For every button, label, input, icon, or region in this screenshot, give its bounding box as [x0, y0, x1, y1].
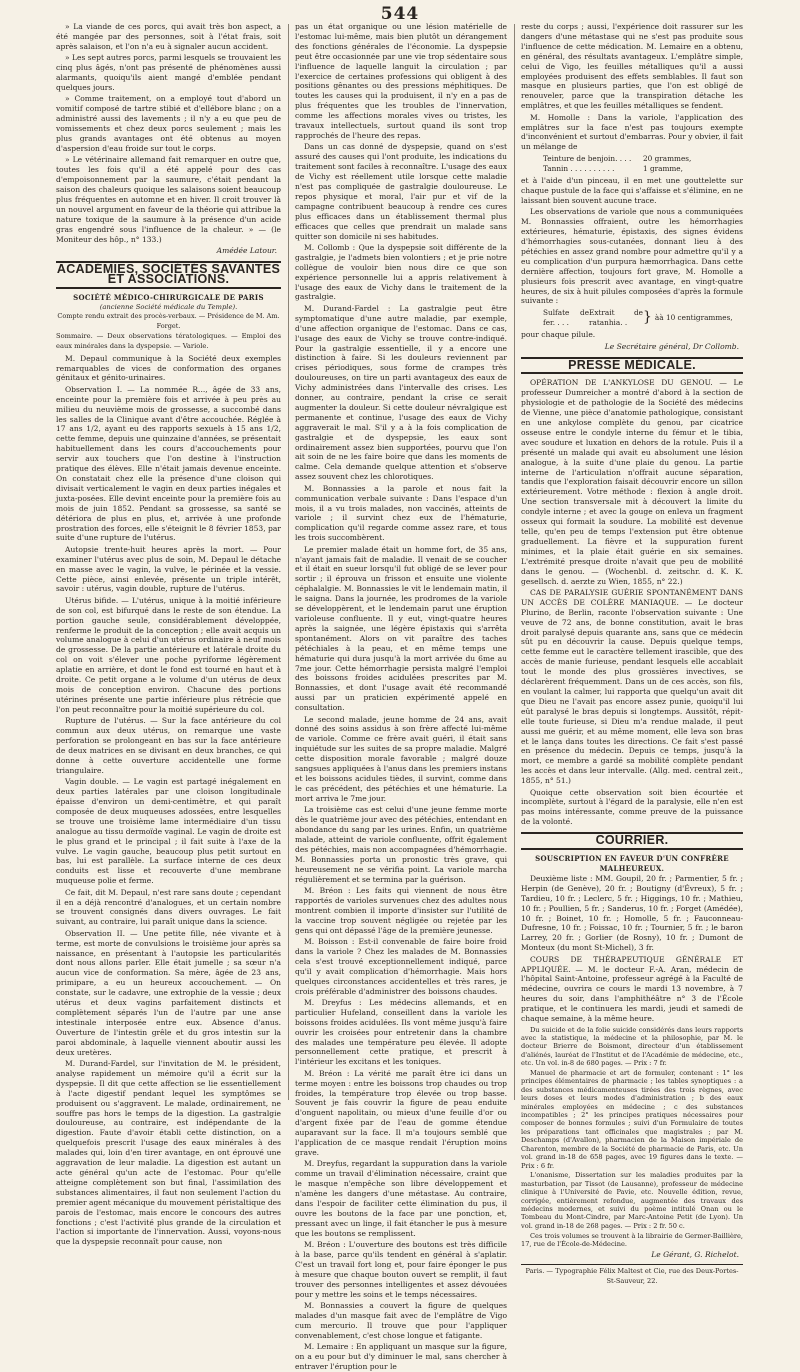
society-note: Compte rendu extrait des procès-verbaux. — Présidence de M. Am. Forget. [57, 312, 280, 331]
paragraph: M. Lemaire : En appliquant un masque sur la figure, on a eu pour but d'y diminuer le mal, sans chercher à entraver l'éruption pour le [295, 1342, 507, 1372]
paragraph: » La viande de ces porcs, qui avait très bon aspect, a été mangée par des personnes, soit à l'état frais, soit après salaison, et l'on n'a eu à signaler aucun accident. [56, 22, 281, 51]
signature: Amédée Latour. [216, 245, 277, 255]
paragraph: et à l'aide d'un pinceau, il en met une gouttelette sur chaque pustule de la face qui s'affaisse et s'élimine, en ne laissant bien souvent aucune trace. [521, 176, 743, 205]
paragraph: Deuxième liste : MM. Goupil, 20 fr. ; Parmentier, 5 fr. ; Herpin (de Genève), 20 fr. ; Boutigny (d'Évreux), 5 fr. ; Tardieu, 10 fr. ; Leclerc, 5 fr. ; Higgings, 10 fr. ; Mathieu, 10 fr. ; Poullien, 5 fr. ; Sanderus, 10 fr. ; Forget (Amédée), 10 fr. ; Boinet, 10 fr. ; Homolle, 5 fr. ; Fauconneau-Dufresne, 10 fr. ; Foissac, 10 fr. ; Tournier, 5 fr. ; le baron Larrey, 20 fr. ; Gorlier (de Rosny), 10 fr. ; Dumont de Monteux (du mont St-Michel), 3 fr. [521, 873, 743, 953]
paragraph: M. Dreyfus : Les médecins allemands, et en particulier Hufeland, conseillent dans la variole les boissons froides acidulées. Ils vont même jusqu'à faire ouvrir les croisées pour entretenir dans la chambre des malades une température peu élevée. Il adopte personnellement cette pratique, et prescrit à l'intérieur les excitans et les toniques. [295, 997, 507, 1067]
column-left [56, 22, 281, 1247]
paragraph: Le second malade, jeune homme de 24 ans, avait donné des soins assidus à son frère affecté lui-même de variole. Comme ce frère avait guéri, il était sans inquiétude sur les suites de sa propre maladie. Malgré cette disposition morale favorable ; malgré douze sangsues appliquées à l'anus dans les premiers instans et les boissons acidules tièdes, il survint, comme dans le cas précédent, des pétéchies et une hématurie. La mort arriva le 7me jour. [295, 714, 507, 803]
paragraph: » Le vétérinaire allemand fait remarquer en outre que, toutes les fois qu'il a été appelé pour des cas d'empoisonnement par la saumure, c'était pendant la saison des chaleurs quoique les salaisons soient beaucoup plus fréquentes en automne et en hiver. Il croit trouver là un nouvel argument en faveur de la théorie qui attribue la nature toxique de la saumure à la présence d'un acide gras engendré sous l'influence de la chaleur. » — (le Moniteur des hôp., n° 133.) [56, 155, 281, 244]
recipe-1 [543, 154, 743, 174]
recipe-2 [543, 308, 743, 328]
paragraph: Quoique cette observation soit bien écourtée et incomplète, surtout à l'égard de la paralysie, elle n'en est pas moins intéressante, comme preuve de la puissance de la volonté. [521, 787, 743, 827]
paragraph: » Les sept autres porcs, parmi lesquels se trouvaient les cinq plus âgés, n'ont pas présenté de phénomènes aussi alarmants, quoiqu'ils aient mangé d'emblée pendant quelques jours. [56, 53, 281, 92]
recipe-ingredient: Teinture de benjoin. . . . [543, 154, 632, 164]
printer-line: Paris. — Typographie Félix Maltest et Cie, rue des Deux-Portes-St-Sauveur, 22. [521, 1264, 743, 1287]
book-notice: L'onanisme, Dissertation sur les maladies produites par la masturbation, par Tissot (de Lausanne), professeur de médecine clinique à l'Université de Pavie, etc. Nouvelle édition, revue, corrigée, entièrement refondue, augmentée des travaux des médecins modernes, et suivi du poème intitulé Onan ou le Tombeau du Mont-Cindre, par Marc-Antoine Petit (de Lyon). Un vol. grand in-18 de 268 pages. — Prix : 2 fr. 50 c. [521, 1171, 743, 1230]
paragraph: M. Bonnassies a couvert la figure de quelques malades d'un masque fait avec de l'emplâtre de Vigo cum mercurio. Il trouve que pour l'appliquer convenablement, c'est chose longue et fatigante. [295, 1301, 507, 1340]
society-subtitle: (ancienne Société médicale du Temple). [99, 302, 238, 311]
section-title: PRESSE MÉDICALE. [521, 357, 743, 375]
paragraph: M. Durand-Fardel, sur l'invitation de M. le président, analyse rapidement un mémoire qu'il a écrit sur la dyspepsie. Il dit que cette affection se lie essentiellement à l'acte digestif pendant lequel les symptômes se produisent ou s'aggravent. Le malade, ordinairement, ne souffre pas hors le temps de la digestion. La gastralgie douloureuse, au contraire, est indépendante de la digestion. Faute d'avoir établi cette distinction, on a quelquefois prescrit l'usage des eaux minérales à des malades qui, loin d'en tirer avantage, en ont éprouvé une aggravation de leur maladie. La digestion est autant un acte général qu'un acte de l'estomac. Pour qu'elle atteigne complètement son but final, l'assimilation des substances alimentaires, il faut non seulement l'action du premier agent mécanique du mouvement péristaltique des parois de l'estomac, mais encore le concours des autres fonctions ; c'est l'activité plus grande de la circulation et l'action si importante de l'innervation. Aussi, voyons-nous que la dyspepsie reconnaît pour cause, non [56, 1059, 281, 1247]
paragraph: Le premier malade était un homme fort, de 35 ans, n'ayant jamais fait de maladie. Il venait de se coucher et il était en sueur lorsqu'il fut obligé de se lever pour sortir ; il éprouva un frisson et ensuite une violente céphalalgie. M. Bonnassies le vit le lendemain matin, il le saigna. Dans la journée, les prodromes de la variole se développèrent, et le lendemain parut une éruption varioleuse confluente. Il y eut, vingt-quatre heures après la saignée, une légère épistaxis qui s'arrêta spontanément. Alors on vit paraître des taches pétéchiales à la peau, et en même temps une hématurie qui dura jusqu'à la mort arrivée du 6me au 7me jour. Cette hémorrhagie persista malgré l'emploi des boissons froides acidulées prescrites par M. Bonnassies, et dont l'usage avait été recommandé aussi par un praticien expérimenté appelé en consultation. [295, 544, 507, 713]
paragraph: La troisième cas est celui d'une jeune femme morte dès le quatrième jour avec des pétéchies, entendant en abondance du sang par les urines. Enfin, un quatrième malade, atteint de variole confluente, offrit également des pétéchies, mais non accompagnées d'hémorrhagie. M. Bonnassies porta un pronostic très grave, qui heureusement ne se vérifia point. La variole marcha régulièrement et se termina par la guérison. [295, 805, 507, 884]
book-notice: Du suicide et de la folie suicide considérés dans leurs rapports avec la statistique, la médecine et la philosophie, par M. le docteur Brierre de Boismont, directeur d'un établissement d'aliénés, lauréat de l'Institut et de l'Académie de médecine, etc., etc. Un vol. in-8 de 680 pages. — Prix : 7 fr. [521, 1025, 743, 1068]
summary: Sommaire. — Deux observations tératologiques. — Emploi des eaux minérales dans la dyspepsie. — Variole. [56, 332, 281, 351]
paragraph: COURS DE THÉRAPEUTIQUE GÉNÉRALE ET APPLIQUÉE. — M. le docteur F.-A. Aran, médecin de l'hôpital Saint-Antoine, professeur agrégé à la Faculté de médecine, ouvrira ce cours le mardi 13 novembre, à 7 heures du soir, dans l'amphithéâtre n° 3 de l'École pratique, et le continuera les mardi, jeudi et samedi de chaque semaine, à la même heure. [521, 954, 743, 1024]
paragraph: Utérus bifide. — L'utérus, unique à la moitié inférieure de son col, est bifurqué dans le reste de son étendue. La portion gauche seule, considérablement développée, renferme le produit de la conception ; elle avait acquis un volume analogue à celui d'un utérus ordinaire à neuf mois de grossesse. De la partie antérieure et latérale droite du col on voit s'élever une poche pyriforme légèrement aplatie en arrière, et dont le fond est tourné en haut et à droite. Ce petit organe a le volume d'un utérus de deux mois de conception environ. Chacune des portions utérines présente une partie inférieure plus rétrécie que l'on peut reconnaître pour la moitié supérieure du col. [56, 595, 281, 714]
paragraph: M. Depaul communique à la Société deux exemples remarquables de vices de conformation des organes génitaux et génito-urinaires. [56, 353, 281, 383]
paragraph: Autopsie trente-huit heures après la mort. — Pour examiner l'utérus avec plus de soin, M. Depaul le détache en masse avec le vagin, la vulve, le périnée et la vessie. Cette pièce, ainsi enlevée, présente un triple intérêt, savoir : utérus, vagin double, rupture de l'utérus. [56, 544, 281, 594]
paragraph: pour chaque pilule. [521, 330, 596, 340]
section-title: COURRIER. [521, 832, 743, 850]
book-notice: Manuel de pharmacie et art de formuler, contenant : 1° les principes élémentaires de pharmacie ; les tables synoptiques : a des substances médicamenteuses tirées des trois règnes, avec leurs doses et leurs modes d'administration ; b des eaux minérales employées en médecine ; c des substances incompatibles ; 2° les principes pratiques nécessaires pour composer de bonnes formules ; suivi d'un Formulaire de toutes les préparations tant officinales que magistrales ; par M. Deschamps (d'Avallon), pharmacien de la Maison impériale de Charenton, membre de la Société de pharmacie de Paris, etc. Un vol. grand in-18 de 658 pages, avec 19 figures dans le texte. — Prix : 6 fr. [521, 1069, 743, 1170]
column-rule [288, 24, 289, 1100]
paragraph: CAS DE PARALYSIE GUÉRIE SPONTANÉMENT DANS UN ACCÈS DE COLÈRE MANIAQUE. — Le docteur Plurino, de Berlin, raconte l'observation suivante : Une veuve de 72 ans, de bonne constitution, avait le bras droit paralysé depuis quarante ans, sans que ce médecin sût pu en découvrir la cause. Depuis quelque temps, cette femme eut le caractère tellement irascible, que des accès de manie furieuse, pendant lesquels elle accablait tout le monde des plus grossières invectives, se déclarèrent fréquemment. Dans un de ces accès, son fils, en voulant la calmer, lui rapporta que quelqu'un avait dit que Dieu ne l'avait pas encore assez punie, quoiqu'il lui eût paralysé le bras depuis si longtemps. Aussitôt, répit-elle toute furieuse, si Dieu m'a rendue malade, il peut aussi me guérir, et au même moment, elle leva son bras et le lança dans toutes les directions. Ce fait s'est passé en présence du médecin. Depuis ce temps, jusqu'à la mort, ce membre a gardé sa mobilité complète pendant les accès et dans leur intervalle. (Allg. med. central zeit., 1855, n° 51.) [521, 587, 743, 786]
paragraph: Vagin double. — Le vagin est partagé inégalement en deux parties latérales par une cloison longitudinale épaisse d'environ un demi-centimètre, et qui paraît composée de deux muqueuses adossées, entre lesquelles se trouve une troisième lame intermédiaire d'un tissu analogue au tissu dermoïde vaginal. Le vagin de droite est le plus grand et le principal ; il fait suite à l'axe de la vulve. Le vagin gauche, beaucoup plus petit surtout en bas, lui est parallèle. La surface interne de ces deux conduits est lisse et recouverte d'une membrane muqueuse polie et ferme. [56, 777, 281, 886]
paragraph: M. Boisson : Est-il convenable de faire boire froid dans la variole ? Chez les malades de M. Bonnassies cela s'est trouvé exceptionnellement indiqué, parce qu'il y avait complication d'hémorrhagie. Mais hors quelques circonstances accidentelles et très rares, je crois préférable d'administrer des boissons chaudes. [295, 936, 507, 996]
section-title: ACADÉMIES, SOCIÉTÉS SAVANTES ET ASSOCIATIONS. [56, 261, 281, 289]
gerant-signature: Le Gérant, G. Richelot. [651, 1250, 739, 1260]
recipe-ingredient: Tannin . . . . . . . . . . [543, 164, 615, 174]
paragraph: Observation II. — Une petite fille, née vivante et à terme, est morte de convulsions le troisième jour après sa naissance, en présentant à l'autopsie les particularités dont nous allons parler. Elle était jumelle ; sa sœur n'a aucun vice de conformation. Sa mère, âgée de 23 ans, primipare, a eu un heureux accouchement. — On constate, sur le cadavre, une extrophie de la vessie ; deux utérus et deux vagins parfaitement distincts et complètement séparés l'un de l'autre par une anse intestinale interposée entre eux. Absence d'anus. Ouverture de l'intestin grêle et du gros intestin sur la paroi abdominale, à laquelle viennent aboutir aussi les deux uretères. [56, 928, 281, 1057]
recipe-ingredient: Sulfate de fer. . . . [543, 308, 590, 328]
paragraph: » Comme traitement, on a employé tout d'abord un vomitif composé de tartre stibié et d'ellébore blanc ; on a administré aussi des lavements ; il n'y a eu que peu de vomissements et chez deux porcs seulement ; mais les plus grands avantages ont été obtenus au moyen d'aspersion d'eau froide sur tout le corps. [56, 94, 281, 153]
paragraph: Observation I. — La nommée R..., âgée de 33 ans, enceinte pour la première fois et arrivée à peu près au milieu du neuvième mois de grossesse, a succombé dans les salles de la Clinique avant d'être accouchée. Réglée à 17 ans 1/2, ayant eu des rapports sexuels à 15 ans 1/2, cette femme, depuis une quinzaine d'années, se présentait habituellement dans les cours d'accouchements pour servir aux touchers que l'on destine à l'instruction pratique des élèves. Elle n'était jamais devenue enceinte. On constatait chez elle la présence d'une cloison qui divisait verticalement le vagin en deux parties inégales et juxta-posées. Elle devint enceinte pour la première fois au mois de juin 1852. Pendant sa grossesse, sa santé se détériora de plus en plus, et, arrivée à une profonde prostration des forces, elle s'éteignit le 8 février 1853, par suite d'une rupture de l'utérus. [56, 384, 281, 543]
paragraph: OPÉRATION DE L'ANKYLOSE DU GENOU. — Le professeur Dumreicher a montré d'abord à la section de physiologie et de pathologie de la Société des médecins de Vienne, une pièce d'anatomie pathologique, consistant en une ankylose complète du genou, par cicatrice osseuse entre le condyle interne du fémur et le tibia, avec soudure et luxation en dehors de la rotule. Puis il a présenté un malade qui avait eu absolument une lésion analogue, à la suite d'une plaie du genou. La partie interne de l'articulation n'offrait aucune séparation, tandis que l'exploration faisait découvrir encore un sillon extérieurement. Votre méthode : flexion à angle droit. Une section transversale mit à découvert la limite du condyle interne ; et avec la gouge on enleva un fragment osseux qui formait la soudure. La mobilité est devenue telle, qu'en peu de temps l'extension put être obtenue graduellement. La fièvre et la suppuration furent minimes, et la plaie était guérie en six semaines. L'extrémité presque droite n'avait que peu de mobilité dans le genou. — (Wochenbl. d. zeitschr. d. K. K. gesellsch. d. aerzte zu Wien, 1855, n° 22.) [521, 378, 743, 586]
page-number: 544 [380, 4, 420, 24]
paragraph: Les observations de variole que nous a communiquées M. Bonnassies offraient, outre les hémorrhagies extérieures, hématurie, épistaxis, des signes évidens d'hémorrhagies sous-cutanées, donnant lieu à des pétéchies en assez grand nombre pour admettre qu'il y a eu complication d'un purpura hæmorrhagica. Dans cette dernière affection, toujours fort grave, M. Homolle a plusieurs fois prescrit avec avantage, en vingt-quatre heures, de six à huit pilules composées d'après la formule suivante : [521, 207, 743, 306]
society-title: SOCIÉTÉ MÉDICO-CHIRURGICALE DE PARIS [73, 292, 264, 302]
paragraph: pas un état organique ou une lésion matérielle de l'estomac lui-même, mais bien plutôt un dérangement des fonctions générales de l'économie. La dyspepsie peut être occasionnée par une vie trop sédentaire sous l'influence de laquelle languit la circulation ; par l'exercice de certaines professions qui obligent à des positions gênantes ou des pressions méphitiques. De toutes les causes qui la produisent, il n'y en a pas de plus fréquentes que les troubles de l'innervation, comme les affections morales vives ou tristes, les travaux intellectuels, surtout quand ils sont trop rapprochés de l'heure des repas. [295, 22, 507, 140]
recipe-ingredient: Extrait de ratanhia. . [589, 308, 643, 328]
column-middle [295, 22, 507, 1372]
paragraph: M. Bréon : La vérité me paraît être ici dans un terme moyen : entre les boissons trop chaudes ou trop froides, la température trop élevée ou trop basse. Souvent je fais couvrir la figure de peau enduite d'onguent napolitain, ou mieux d'une feuille d'or ou d'argent fixée par de l'eau de gomme étendue auparavant sur la face. Il m'a toujours semblé que l'application de ce masque rendait l'éruption moins grave. [295, 1068, 507, 1157]
paragraph: M. Bonnassies a la parole et nous fait la communication verbale suivante : Dans l'espace d'un mois, il a vu trois malades, non vaccinés, atteints de variole ; il survint chez eux de l'hématurie, complication qu'il regarde comme assez rare, et tous les trois succombèrent. [295, 483, 507, 543]
recipe-dose: 20 grammes, [643, 154, 692, 164]
column-right [521, 22, 743, 1285]
brace-glyph: } [643, 309, 652, 326]
paragraph: M. Bréon : Les faits qui viennent de nous être rapportés de varioles survenues chez des adultes nous montrent combien il importe d'insister sur l'utilité de la vaccine trop souvent négligée ou rejetée par les gens qui ont dépassé l'âge de la première jeunesse. [295, 885, 507, 935]
paragraph: reste du corps ; aussi, l'expérience doit rassurer sur les dangers d'une métastase qui ne s'est pas produite sous l'influence de cette médication. M. Lemaire en a obtenu, en général, des résultats avantageux. L'emplâtre simple, celui de Vigo, les feuilles métalliques qu'il a aussi employées produisent des effets semblables. Il faut son masque en plusieurs parties, que l'on est obligé de renouveler, parce que la transpiration détache les emplâtres, et que les feuilles métalliques se fendent. [521, 22, 743, 111]
recipe-dose: 1 gramme, [643, 164, 683, 174]
book-notice: Ces trois volumes se trouvent à la librairie de Germer-Baillière, 17, rue de l'École-de-Médecine. [521, 1231, 743, 1249]
paragraph: M. Durand-Fardel : La gastralgie peut être symptomatique d'une autre maladie, par exemple, d'une affection organique de l'estomac. Dans ce cas, l'usage des eaux de Vichy se trouve contre-indiqué. Pour la gastralgie essentielle, il y a encore une distinction à faire. Si les douleurs reviennent par crises périodiques, sous forme de crampes très douloureuses, on tire un parti avantageux des eaux de Vichy administrées dans l'intervalle des crises. Les donner, au contraire, pendant la crise ce serait augmenter la douleur. Si cette douleur névralgique est permanente et continue, l'usage des eaux de Vichy aggraverait le mal. S'il y a à la fois complication de gastralgie et de dyspepsie, les eaux sont ordinairement assez bien supportées, pourvu que l'on ait soin de ne les faire boire que dans les moments de calme. Cela demande quelque attention et s'observe assez souvent chez les chlorotiques. [295, 303, 507, 482]
paragraph: Dans un cas donné de dyspepsie, quand on s'est assuré des causes qui l'ont produite, les indications du traitement sont faciles à reconnaître. L'usage des eaux de Vichy est réellement utile lorsque cette maladie n'est pas compliquée de gastralgie douloureuse. Le repos physique et moral, l'air pur et vif de la campagne contribuent beaucoup à rendre ces cures plus efficaces dans un établissement thermal plus efficaces que celles que prendrait un malade sans quitter son domicile ni ses habitudes. [295, 142, 507, 241]
paragraph: M. Dreyfus, regardant la suppuration dans la variole comme un travail d'élimination nécessaire, craint que le masque n'empêche son libre développement et n'amène les dangers d'une métastase. Au contraire, dans l'espoir de faciliter cette élimination du pus, il ouvre les boutons de la face par une ponction, et, pressant avec un linge, il fait étancher le pus à mesure que les boutons se remplissent. [295, 1159, 507, 1238]
paragraph: Ce fait, dit M. Depaul, n'est rare sans doute ; cependant il en a déjà rencontré d'analogues, et un certain nombre se trouvent consignés dans divers ouvrages. Le fait suivant, au contraire, lui paraît unique dans la science. [56, 887, 281, 927]
subsection-title: SOUSCRIPTION EN FAVEUR D'UN CONFRÈRE MALHEUREUX. [535, 854, 729, 873]
paragraph: Rupture de l'utérus. — Sur la face antérieure du col commun aux deux utérus, on remarque une vaste perforation se prolongeant en bas sur la face antérieure de deux matrices en se divisant en deux branches, ce qui donne à cette ouverture accidentelle une forme triangulaire. [56, 716, 281, 775]
column-rule [514, 24, 515, 1100]
paragraph: M. Collomb : Que la dyspepsie soit différente de la gastralgie, je l'admets bien volontiers ; et je prie notre collègue de vouloir bien nous dire ce que son expérience personnelle lui a appris relativement à l'usage des eaux de Vichy dans le traitement de la gastralgie. [295, 242, 507, 302]
recipe-dose: àà 10 centigrammes, [654, 313, 733, 323]
paragraph: M. Homolle : Dans la variole, l'application des emplâtres sur la face n'est pas toujours exempte d'inconvénient et surtout d'embarras. Pour y obvier, il fait un mélange de [521, 112, 743, 152]
paragraph: M. Bréon : L'ouverture des boutons est très difficile à la base, parce qu'ils tendent en général à s'aplatir. C'est un travail fort long et, pour faire éponger le pus à mesure que chaque bouton ouvert se remplit, il faut trouver des personnes intelligentes et assez dévouées pour y mettre les soins et le temps nécessaires. [295, 1240, 507, 1299]
signature: Le Secrétaire général, Dr Collomb. [604, 341, 739, 351]
